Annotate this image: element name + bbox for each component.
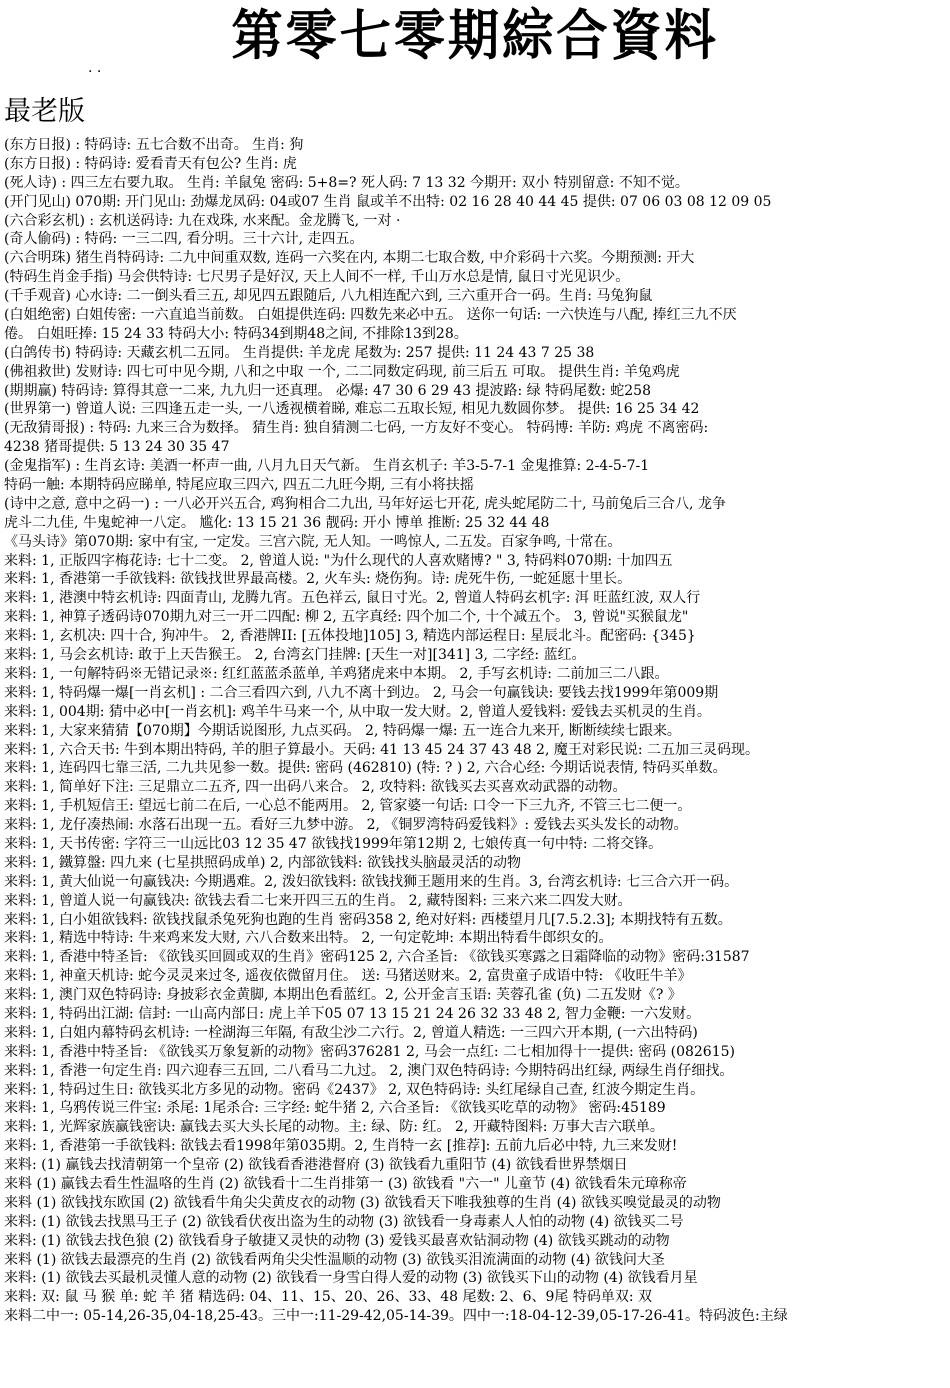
text-line: (佛祖救世) 发财诗: 四七可中见今期, 八和之中取 一个, 二二同数定码现, 前三后五 可取。 提供生肖: 羊兔鸡虎: [4, 363, 680, 380]
text-line: 来料: 1, 天书传密: 字符三一山远比03 12 35 47 欲钱找1999年第12期 2, 七娘传真一句中特: 二将交锋。: [4, 835, 663, 852]
text-line: (白鸽传书) 特码诗: 天藏玄机二五同。 生肖提供: 羊龙虎 尾数为: 257 提供: 11 24 43 7 25 38: [4, 344, 595, 361]
text-line: 来料: 1, 神算子透码诗070期九对三一开二四配: 柳 2, 五字真经: 四个加二个, 十个减五个。 3, 曾说"买猴鼠龙": [4, 609, 689, 626]
text-line: 来料: 1, 一句解特码※无错记录※: 红红蓝蓝杀蓝单, 羊鸡猪虎来中本期。 2, 手写玄机诗: 二前加三二八跟。: [4, 665, 669, 682]
text-line: 来料: 1, 香港第一手欲钱料: 欲钱找世界最高楼。2, 火车头: 烧伤狗。诗: 虎死牛伤, 一蛇延愿十里长。: [4, 571, 632, 588]
text-line: 特码一触: 本期特码应睇单, 特尾应取三四六, 四五二九旺今期, 三有小将扶摇: [4, 477, 474, 494]
text-line: (诗中之意, 意中之码一) : 一八必开兴五合, 鸡狗相合二九出, 马年好运七开花, 虎头蛇尾防二十, 马前兔后三合八, 龙争: [4, 495, 726, 512]
text-line: 来料: 1, 香港中特圣旨: 《欲钱买万象复新的动物》密码376281 2, 马会一点红: 二七相加得十一提供: 密码 (082615): [4, 1043, 735, 1060]
text-line: 来料: 1, 神童天机诗: 蛇今灵灵来过冬, 遥夜依微留月住。 送: 马猪送财来。2, 富贵童子成语中特: 《收旺牛羊》: [4, 968, 692, 985]
text-line: 来料: 1, 黄大仙说一句赢钱决: 今期遇难。2, 泼妇欲钱料: 欲钱找狮王题用来的生肖。3, 台湾玄机诗: 七三合六开一码。: [4, 873, 739, 890]
text-line: 来料: 1, 马会玄机诗: 敢于上天告猴王。 2, 台湾玄门挂牌: [天生一对][341] 3, 二字经: 蓝红。: [4, 647, 586, 664]
content-body: [4, 136, 948, 1326]
text-line: (无敌猜哥报) : 特码: 九来三合为数择。 猜生肖: 独自猜测二七码, 一方友好不变心。 特码博: 羊防: 鸡虎 不离密码:: [4, 420, 709, 437]
text-line: (六合彩玄机) : 玄机送码诗: 九在戏珠, 水来配。金龙腾飞, 一对 ·: [4, 212, 401, 229]
text-line: 来料: (1) 欲钱去找色狼 (2) 欲钱看身子敏捷又灵快的动物 (3) 爱钱买最喜欢钻洞动物 (4) 欲钱买跳动的动物: [4, 1232, 670, 1249]
text-line: (期期赢) 特码诗: 算得其意一二来, 九九归一还真理。 必爆: 47 30 6 29 43 提波路: 绿 特码尾数: 蛇258: [4, 382, 651, 399]
edition-label: 最老版: [4, 96, 85, 127]
text-line: 来料: 1, 乌鸦传说三件宝: 杀尾: 1尾杀合: 三字经: 蛇牛猪 2, 六合圣旨: 《欲钱买吃草的动物》 密码:45189: [4, 1100, 666, 1117]
text-line: 来料: 1, 香港一句定生肖: 四六迎春三五回, 二八看马二九过。 2, 澳门双色特码诗: 今期特码出红绿, 两绿生肖仔细找。: [4, 1062, 734, 1079]
text-line: (东方日报) : 特码诗: 爱看青天有包公? 生肖: 虎: [4, 155, 297, 172]
text-line: 来料二中一: 05-14,26-35,04-18,25-43。三中一:11-29-42,05-14-39。四中一:18-04-12-39,05-17-26-41。特码波色:主绿: [4, 1308, 788, 1325]
text-line: 来料 (1) 欲钱去最漂亮的生肖 (2) 欲钱看两角尖尖性温顺的动物 (3) 欲钱买泪流满面的动物 (4) 欲钱问大圣: [4, 1251, 665, 1268]
text-line: 来料: 1, 连码四七靠三活, 二九共见参一数。提供: 密码 (462810) (特: ? ) 2, 六合心经: 今期话说表情, 特码买单数。: [4, 760, 727, 777]
text-line: 来料 (1) 赢钱去看生性温咯的生肖 (2) 欲钱看十二生肖排第一 (3) 欲钱看 "六一" 儿童节 (4) 欲钱看朱元璋称帝: [4, 1175, 687, 1192]
text-line: 来料: 1, 港澳中特玄机诗: 四面青山, 龙腾九宵。五色祥云, 鼠日寸光。2, 曾道人特码玄机字: 洱 旺蓝红波, 双人行: [4, 590, 701, 607]
text-line: 来料: 1, 特码出江湖: 信封: 一山高内部日: 虎上羊下05 07 13 15 21 24 26 32 33 48 2, 智力金鞭: 一六发财。: [4, 1005, 701, 1022]
text-line: (白姐绝密) 白姐传密: 一六直追当前数。 白姐提供连码: 四数先来必中五。 送你一句话: 一六快连与八配, 捧红三九不厌: [4, 307, 737, 324]
text-line: 倦。 白姐旺捧: 15 24 33 特码大小: 特码34到期48之间, 不排除13到28。: [4, 325, 468, 342]
text-line: (特码生肖金手指) 马会供特诗: 七尺男子是好汉, 天上人间不一样, 千山万水总是情, 鼠日寸光见识少。: [4, 269, 630, 286]
text-line: 来料 (1) 欲钱找东欧国 (2) 欲钱看牛角尖尖黄皮衣的动物 (3) 欲钱看天下唯我独尊的生肖 (4) 欲钱买嗅觉最灵的动物: [4, 1194, 721, 1211]
text-line: 虎斗二九佳, 牛鬼蛇神一八定。 尴化: 13 15 21 36 靓码: 开小 博单 推断: 25 32 44 48: [4, 514, 550, 531]
text-line: (奇人偷码) : 特码: 一三二四, 看分明。三十六计, 走四五。: [4, 231, 364, 248]
text-line: 来料: 1, 龙仔凑热闹: 水落石出现一五。看好三九梦中游。 2, 《铜罗湾特码爱钱料》: 爱钱去买头发长的动物。: [4, 817, 688, 834]
text-line: 来料: 1, 香港中特圣旨: 《欲钱买回圆或双的生肖》密码125 2, 六合圣旨: 《欲钱买寒露之日霜降临的动物》密码:31587: [4, 949, 750, 966]
text-line: 来料: 1, 简单好下注: 三足鼎立二五齐, 四一出码八来合。 2, 攻特料: 欲钱买去买喜欢动武器的动物。: [4, 779, 627, 796]
text-line: 来料: 1, 手机短信王: 望远七前二在后, 一心总不能两用。 2, 管家婆一句话: 口令一下三九齐, 不管三七二便一。: [4, 798, 692, 815]
text-line: 来料: (1) 欲钱去找黑马王子 (2) 欲钱看伏夜出盗为生的动物 (3) 欲钱看一身毒素人人怕的动物 (4) 欲钱买二号: [4, 1213, 684, 1230]
text-line: 来料: 1, 大家来猜猜【070期】今期话说图形, 九点买码。 2, 特码爆一爆: 五一连合九来开, 断断续续七跟来。: [4, 722, 681, 739]
text-line: (世界第一) 曾道人说: 三四逢五走一头, 一八透视横着睇, 难忘二五取长短, 相见九数圆你梦。 提供: 16 25 34 42: [4, 401, 700, 418]
text-line: 来料: 1, 鐵算盤: 四九来 (七星拱照码成单) 2, 内部欲钱料: 欲钱找头脑最灵活的动物: [4, 854, 521, 871]
text-line: (六合明珠) 猪生肖特码诗: 二九中间重双数, 连码一六奖在内, 本期二七取合数, 中介彩码十六奖。今期预测: 开大: [4, 250, 695, 267]
text-line: 来料: (1) 赢钱去找清朝第一个皇帝 (2) 欲钱看香港港督府 (3) 欲钱看九重阳节 (4) 欲钱看世界禁烟日: [4, 1157, 628, 1174]
text-line: (东方日报) : 特码诗: 五七合数不出奇。 生肖: 狗: [4, 137, 304, 153]
text-line: 来料: 1, 光辉家族赢钱密诀: 赢钱去买大头长尾的动物。主: 绿、防: 红。 2, 开藏特图料: 万事大吉六联单。: [4, 1119, 664, 1136]
page-title: 第零七零期綜合資料: [231, 3, 719, 67]
text-line: 来料: 1, 特码过生日: 欲钱买北方多见的动物。密码《2437》 2, 双色特码诗: 头红尾绿自己查, 红波今期定生肖。: [4, 1081, 705, 1098]
text-line: (开门见山) 070期: 开门见山: 劲爆龙凤码: 04或07 生肖 鼠或羊不出特: 02 16 28 40 44 45 提供: 07 06 03 08 12 09 05: [4, 193, 772, 210]
text-line: 来料: 1, 精选中特诗: 牛来鸡来发大财, 六八合数来出特。 2, 一句定乾坤: 本期出特看牛郎织女的。: [4, 930, 613, 947]
text-line: 来料: 双: 鼠 马 猴 单: 蛇 羊 猪 精选码: 04、11、15、20、26、33、48 尾数: 2、6、9尾 特码单双: 双: [4, 1289, 653, 1306]
text-line: 来料: 1, 香港第一手欲钱料: 欲钱去看1998年第035期。2, 生肖特一玄 [推荐]: 五前九后必中特, 九三来发财!: [4, 1138, 678, 1155]
text-line: 来料: 1, 正版四字梅花诗: 七十二变。 2, 曾道人说: "为什么现代的人喜欢赌博? " 3, 特码料070期: 十加四五: [4, 552, 673, 569]
text-line: (死人诗) : 四三左右要九取。 生肖: 羊鼠兔 密码: 5+8=? 死人码: 7 13 32 今期开: 双小 特别留意: 不知不觉。: [4, 174, 689, 191]
text-line: 来料: 1, 白小姐欲钱料: 欲钱找鼠杀兔死狗也跑的生肖 密码358 2, 绝对好料: 西楼望月几[7.5.2.3]; 本期找特有五数。: [4, 911, 732, 928]
text-line: 来料: 1, 特码爆一爆[一肖玄机] : 二合三看四六到, 八九不离十到边。 2, 马会一句赢钱诀: 要钱去找1999年第009期: [4, 684, 719, 701]
text-line: 来料: 1, 玄机决: 四十合, 狗冲牛。 2, 香港牌II: [五体投地]105] 3, 精选内部运程日: 星辰北斗。配密码: {345}: [4, 628, 696, 645]
header-dots: . .: [88, 60, 102, 76]
text-line: 来料: (1) 欲钱去买最机灵懂人意的动物 (2) 欲钱看一身雪白得人爱的动物 (3) 欲钱买下山的动物 (4) 欲钱看月星: [4, 1270, 698, 1287]
text-line: 来料: 1, 六合天书: 牛到本期出特码, 羊的胆子算最小。天码: 41 13 45 24 37 43 48 2, 魔王对彩民说: 二五加三灵码现。: [4, 741, 760, 758]
text-line: (千手观音) 心水诗: 二一倒头看三五, 却见四五跟随后, 八九相连配六到, 三六重开合一码。生肖: 马兔狗鼠: [4, 288, 653, 305]
text-line: 来料: 1, 曾道人说一句赢钱决: 欲钱去看二七来开四三五的生肖。 2, 藏特图料: 三来六来二四发大财。: [4, 892, 632, 909]
text-line: 来料: 1, 澳门双色特码诗: 身披彩衣金黄脚, 本期出色看蓝红。2, 公开金言玉语: 芙蓉孔雀 (负) 二五发财《? 》: [4, 987, 682, 1004]
text-line: 4238 猪哥提供: 5 13 24 30 35 47: [4, 439, 230, 456]
text-line: 《马头诗》第070期: 家中有宝, 一定发。三宫六院, 无人知。一鸣惊人, 二五发。百家争鸣, 十常在。: [4, 533, 622, 550]
text-line: 来料: 1, 白姐内幕特码玄机诗: 一栓湖海三年隔, 有敌尘沙二六行。2, 曾道人精选: 一三四六开本期, (一六出特码): [4, 1024, 698, 1041]
text-line: 来料: 1, 004期: 猜中必中[一肖玄机]: 鸡羊牛马来一个, 从中取一发大财。2, 曾道人爱钱料: 爱钱去买机灵的生肖。: [4, 703, 711, 720]
text-line: (金鬼指军) : 生肖玄诗: 美酒一杯声一曲, 八月九日天气新。 生肖玄机子: 羊3-5-7-1 金鬼推算: 2-4-5-7-1: [4, 458, 650, 475]
